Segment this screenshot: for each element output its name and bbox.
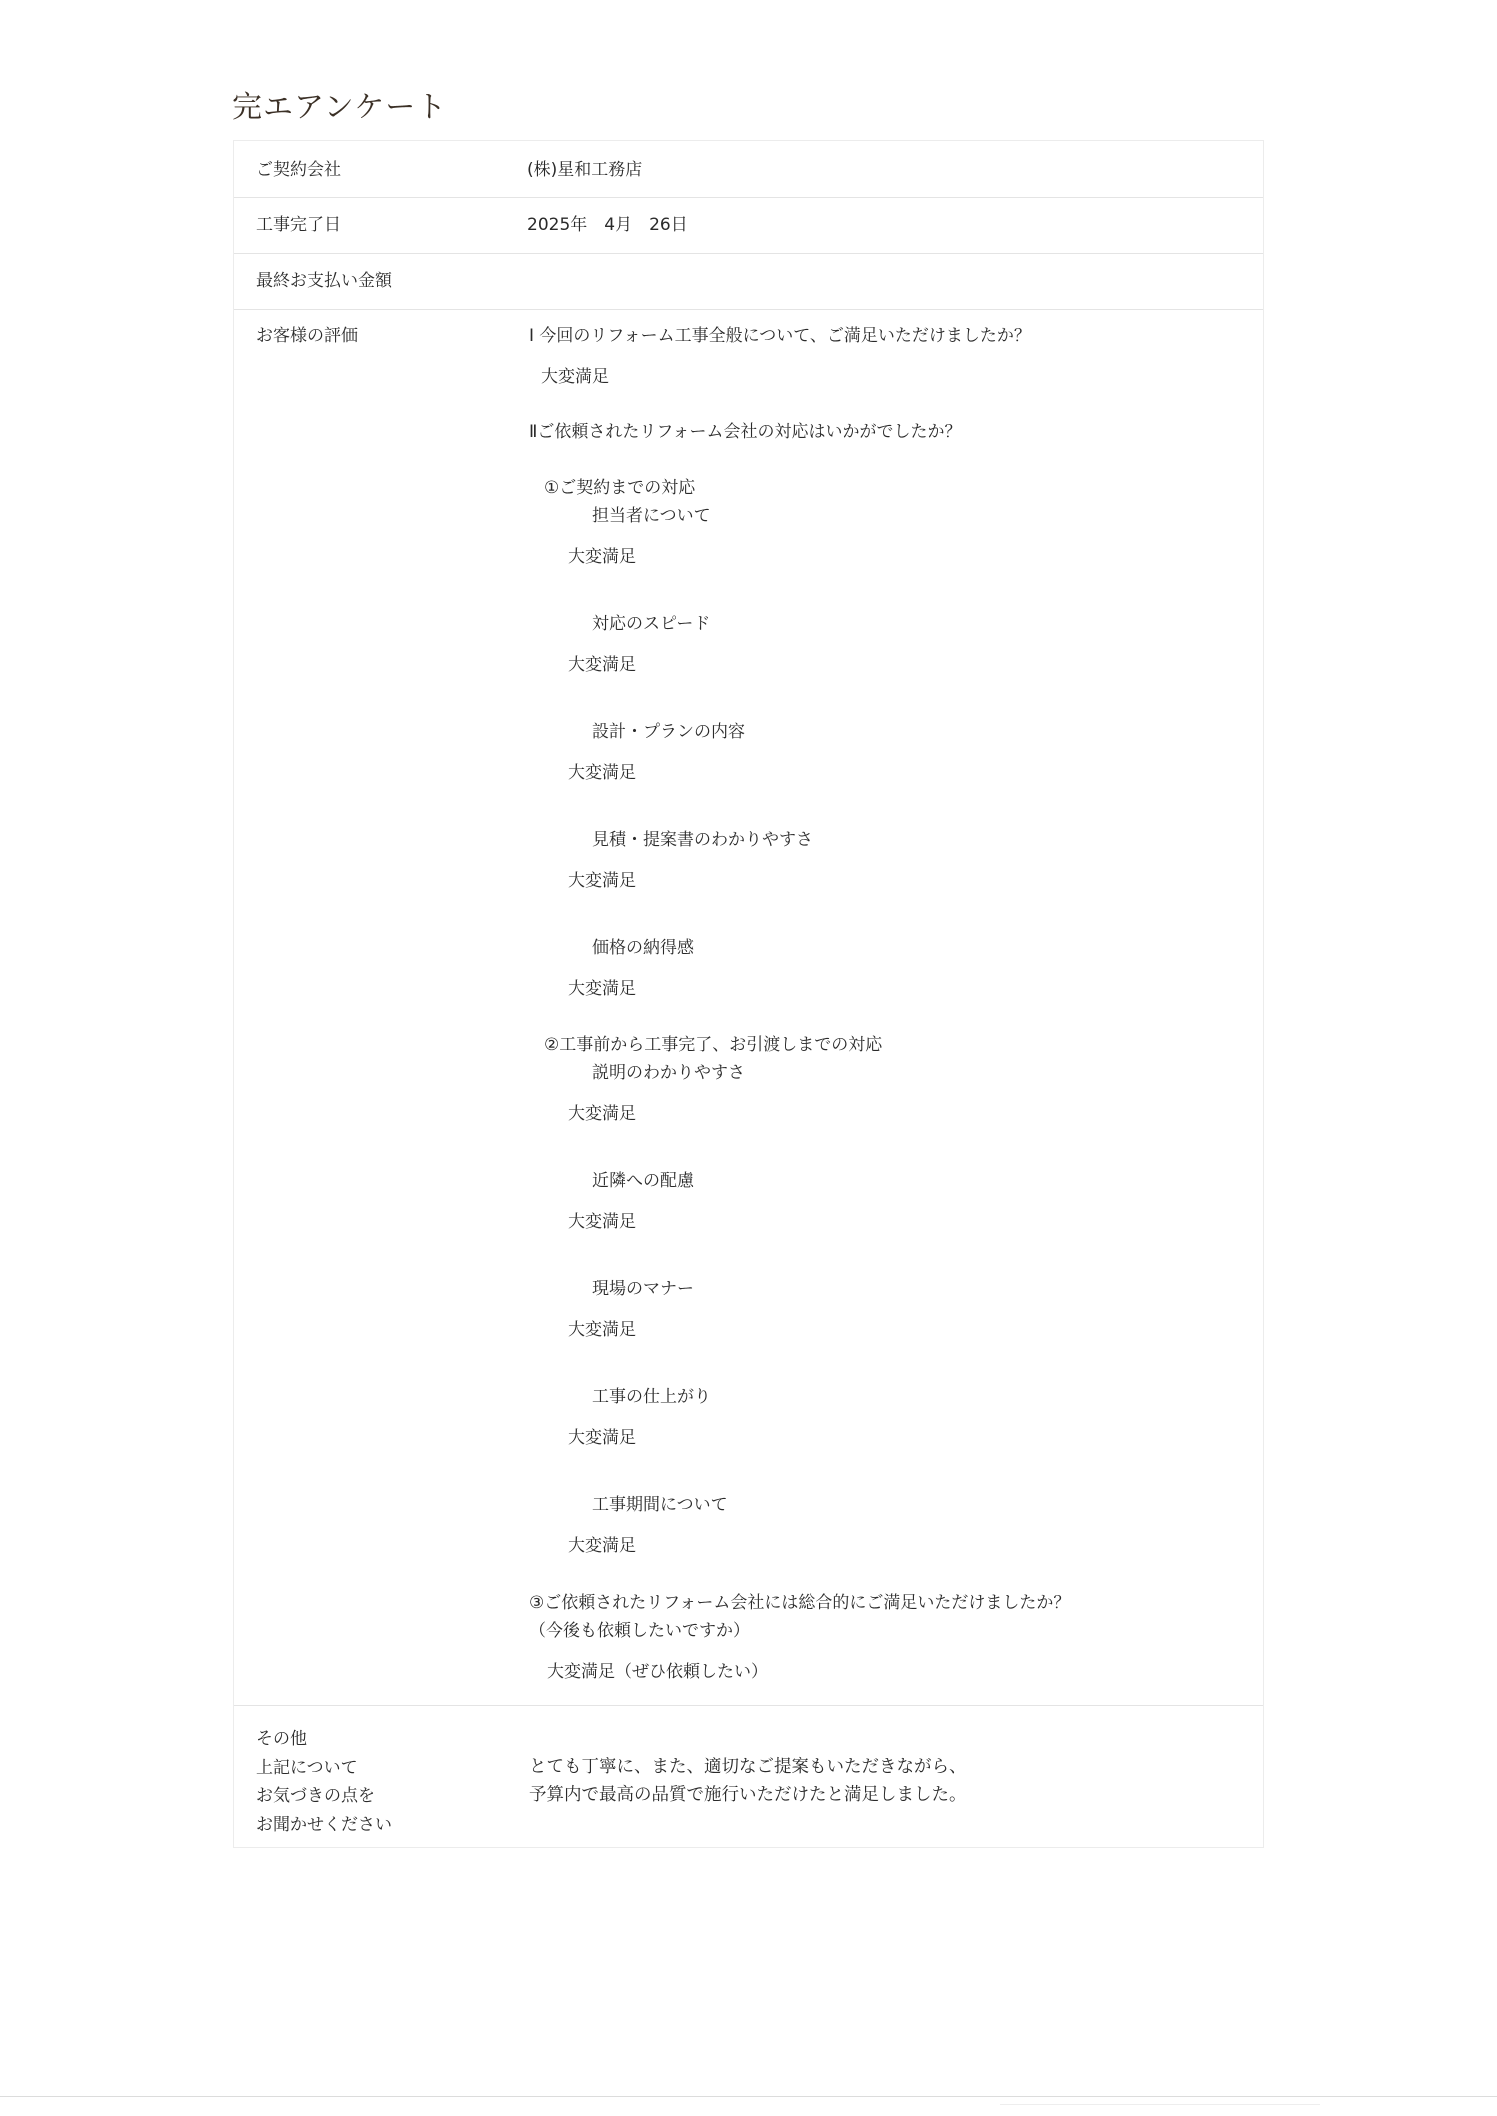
item-label: 近隣への配慮 — [592, 1171, 694, 1191]
row-divider — [234, 253, 1263, 254]
page-title: 完エアンケート — [232, 90, 448, 125]
item-label: 工事の仕上がり — [592, 1387, 711, 1407]
question-2: Ⅱご依頼されたリフォーム会社の対応はいかがでしたか？ — [529, 422, 962, 442]
item-label: 現場のマナー — [592, 1279, 694, 1299]
final-payment-label: 最終お支払い金額 — [256, 271, 392, 291]
other-label — [256, 1725, 392, 1839]
other-label-line: お聞かせください — [256, 1814, 392, 1835]
item-answer: 大変満足 — [568, 871, 636, 891]
scan-edge-line — [0, 2096, 1497, 2097]
other-label-line: お気づきの点を — [256, 1786, 375, 1806]
item-answer: 大変満足 — [568, 547, 636, 567]
item-answer: 大変満足 — [568, 1104, 636, 1124]
completion-date-label: 工事完了日 — [256, 215, 341, 235]
item-label: 見積・提案書のわかりやすさ — [592, 830, 813, 850]
item-answer: 大変満足 — [568, 1536, 636, 1556]
survey-table — [233, 140, 1264, 1848]
item-answer: 大変満足 — [568, 763, 636, 783]
completion-date-value: 2025年 4月 26日 — [527, 215, 688, 235]
question-3: ③ご依頼されたリフォーム会社には総合的にご満足いただけましたか？ — [529, 1593, 1071, 1613]
comment-line: 予算内で最高の品質で施行いただけたと満足しました。 — [529, 1785, 967, 1805]
scan-edge-line — [1000, 2104, 1320, 2105]
section-2-heading: ②工事前から工事完了、お引渡しまでの対応 — [544, 1035, 883, 1055]
item-answer: 大変満足 — [568, 655, 636, 675]
item-label: 工事期間について — [592, 1495, 728, 1515]
question-1: Ⅰ 今回のリフォーム工事全般について、ご満足いただけましたか？ — [529, 326, 1031, 346]
answer-3: 大変満足（ぜひ依頼したい） — [547, 1662, 768, 1682]
comment-line: とても丁寧に、また、適切なご提案もいただきながら、 — [529, 1757, 967, 1777]
item-answer: 大変満足 — [568, 1428, 636, 1448]
item-label: 担当者について — [592, 506, 711, 526]
item-answer: 大変満足 — [568, 979, 636, 999]
evaluation-label: お客様の評価 — [256, 326, 358, 346]
answer-1: 大変満足 — [541, 367, 609, 387]
item-answer: 大変満足 — [568, 1212, 636, 1232]
section-1-heading: ①ご契約までの対応 — [544, 478, 696, 498]
item-label: 説明のわかりやすさ — [592, 1063, 745, 1083]
company-label: ご契約会社 — [256, 160, 341, 180]
row-divider — [234, 1705, 1263, 1706]
item-label: 価格の納得感 — [592, 938, 694, 958]
row-divider — [234, 309, 1263, 310]
item-answer: 大変満足 — [568, 1320, 636, 1340]
company-value: (株)星和工務店 — [527, 160, 643, 180]
other-label-line: その他 — [256, 1729, 307, 1749]
item-label: 設計・プランの内容 — [592, 722, 745, 742]
row-divider — [234, 197, 1263, 198]
other-comment — [529, 1753, 967, 1809]
item-label: 対応のスピード — [592, 614, 711, 634]
other-label-line: 上記について — [256, 1757, 358, 1778]
question-3-note: （今後も依頼したいですか） — [529, 1621, 750, 1641]
